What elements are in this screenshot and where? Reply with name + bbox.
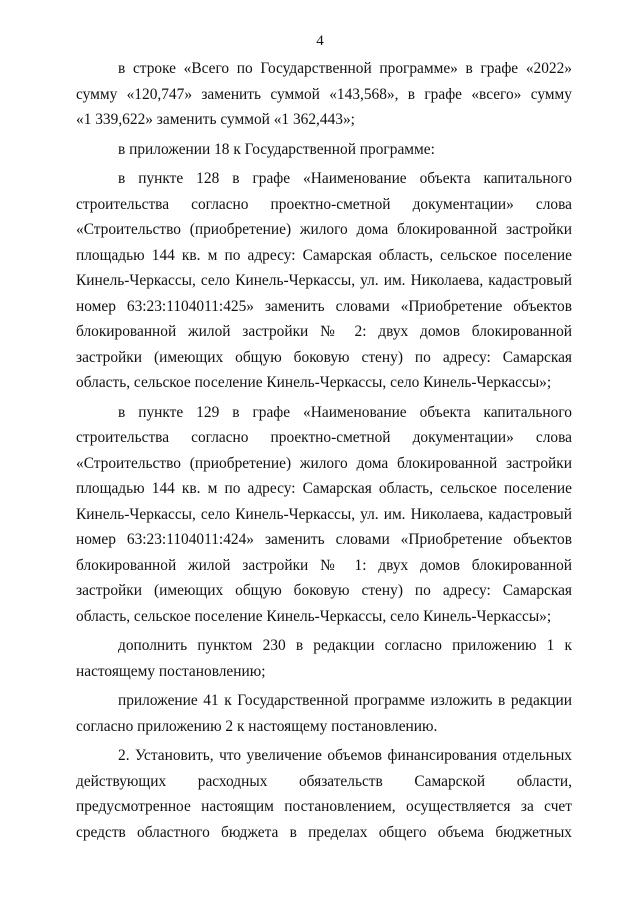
text-line: Кинель-Черкассы, село Кинель-Черкассы, ул. им. Николаева, кадастровый (76, 272, 572, 289)
text-line: настоящему постановлению; (76, 662, 266, 680)
text-line: в приложении 18 к Государственной программе: (118, 140, 435, 158)
text-line: область, сельское поселение Кинель-Черкассы, село Кинель-Черкассы»; (76, 607, 552, 625)
paragraph (76, 688, 572, 739)
text-line: застройки (имеющих общую боковую стену) по адресу: Самарская (76, 582, 572, 599)
paragraph (76, 166, 572, 396)
text-line: застройки (имеющих общую боковую стену) по адресу: Самарская (76, 348, 572, 366)
text-line: дополнить пунктом 230 в редакции согласно приложению 1 к (118, 637, 572, 654)
text-line: площадью 144 кв. м по адресу: Самарская область, сельское поселение (76, 480, 572, 497)
text-line: Кинель-Черкассы, село Кинель-Черкассы, ул. им. Николаева, кадастровый (76, 505, 572, 523)
text-line: строительства согласно проектно-сметной документации» слова (76, 429, 572, 446)
text-line: строительства согласно проектно-сметной документации» слова (76, 195, 572, 213)
text-line: «Строительство (приобретение) жилого дома блокированной застройки (76, 221, 572, 238)
text-line: 2. Установить, что увеличение объемов финансирования отдельных (118, 747, 572, 764)
text-line: «1 339,622» заменить суммой «1 362,443»; (76, 111, 355, 128)
text-line: средств областного бюджета в пределах общего объема бюджетных (76, 823, 572, 841)
text-line: приложение 41 к Государственной программе изложить в редакции (118, 692, 572, 709)
text-line: сумму «120,747» заменить суммой «143,568», в графе «всего» сумму (76, 85, 572, 103)
text-line: в строке «Всего по Государственной программе» в графе «2022» (118, 60, 572, 77)
paragraph (76, 743, 572, 845)
text-line: действующих расходных обязательств Самарской области, (76, 772, 572, 790)
text-line: блокированной жилой застройки № 2: двух домов блокированной (76, 323, 572, 340)
text-line: номер 63:23:1104011:424» заменить словами «Приобретение объектов (76, 531, 572, 548)
text-line: площадью 144 кв. м по адресу: Самарская область, сельское поселение (76, 246, 572, 264)
text-line: предусмотренное настоящим постановлением, осуществляется за счет (76, 798, 572, 815)
page-number: 4 (316, 33, 324, 49)
text-line: в пункте 128 в графе «Наименование объекта капитального (118, 170, 572, 187)
paragraph (76, 400, 572, 630)
text-line: «Строительство (приобретение) жилого дома блокированной застройки (76, 454, 572, 472)
paragraph (76, 56, 572, 133)
text-line: блокированной жилой застройки № 1: двух домов блокированной (76, 556, 572, 574)
text-line: номер 63:23:1104011:425» заменить словами «Приобретение объектов (76, 297, 572, 315)
paragraph (76, 137, 572, 163)
text-line: в пункте 129 в графе «Наименование объекта капитального (118, 403, 572, 421)
text-line: согласно приложению 2 к настоящему постановлению. (76, 717, 438, 735)
document-body (76, 56, 572, 849)
paragraph (76, 633, 572, 684)
text-line: область, сельское поселение Кинель-Черкассы, село Кинель-Черкассы»; (76, 374, 552, 391)
